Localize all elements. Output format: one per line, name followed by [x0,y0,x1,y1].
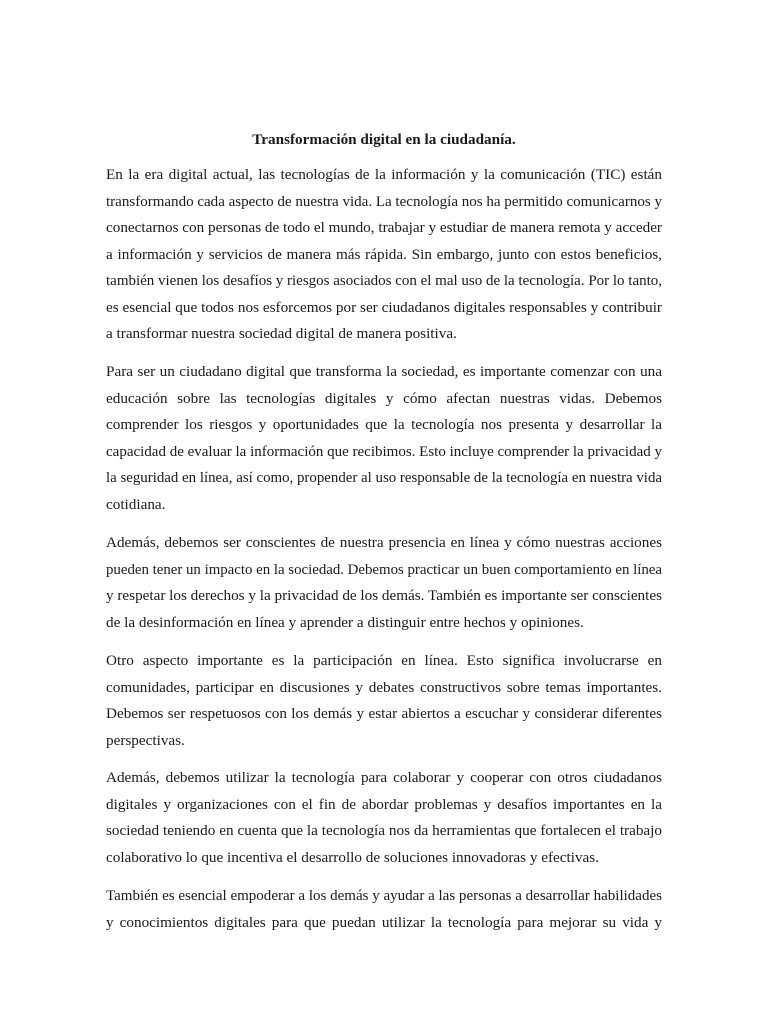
paragraph-line: Además, debemos utilizar la tecnología para colaborar y cooperar con otros ciudadanos [106,769,662,786]
paragraph-line: Para ser un ciudadano digital que transforma la sociedad, es importante comenzar con una [106,363,662,380]
paragraph-line: conectarnos con personas de todo el mundo, trabajar y estudiar de manera remota y acceder [106,219,662,236]
paragraph-line: capacidad de evaluar la información que recibimos. Esto incluye comprender la privacidad y [106,442,662,460]
paragraph-line: la seguridad en línea, así como, propender al uso responsable de la tecnología en nuestra vida [106,469,663,486]
paragraph-line: perspectivas. [106,731,185,749]
paragraph-line: En la era digital actual, las tecnologías de la información y la comunicación (TIC) están [106,166,662,183]
paragraph-line: y respetar los derechos y la privacidad de los demás. También es importante ser conscientes [106,587,663,604]
paragraph-line: colaborativo lo que incentiva el desarrollo de soluciones innovadoras y efectivas. [106,848,600,866]
paragraph-3 [106,530,662,636]
paragraph-line: comunidades, participar en discusiones y debates constructivos sobre temas importantes. [106,678,662,696]
paragraph-line: también vienen los desafíos y riesgos asociados con el mal uso de la tecnología. Por lo tanto, [106,272,663,289]
paragraph-line: de la desinformación en línea y aprender a distinguir entre hechos y opiniones. [106,613,584,631]
paragraph-line: Debemos ser respetuosos con los demás y estar abiertos a escuchar y considerar diferentes [106,705,662,722]
paragraph-line: cotidiana. [106,495,166,513]
paragraph-line: transformando cada aspecto de nuestra vida. La tecnología nos ha permitido comunicarnos y [106,192,662,210]
paragraph-line: educación sobre las tecnologías digitales y cómo afectan nuestras vidas. Debemos [106,389,662,407]
paragraph-line: a información y servicios de manera más rápida. Sin embargo, junto con estos beneficios, [106,245,662,263]
paragraph-line: Otro aspecto importante es la participación en línea. Esto significa involucrarse en [106,652,662,669]
paragraph-line: digitales y organizaciones con el fin de abordar problemas y desafíos importantes en la [106,795,662,813]
paragraph-4 [106,648,662,754]
paragraph-line: es esencial que todos nos esforcemos por ser ciudadanos digitales responsables y contribuir [106,298,662,316]
paragraph-line: También es esencial empoderar a los demás y ayudar a las personas a desarrollar habilidades [106,887,662,904]
paragraph-line: sociedad teniendo en cuenta que la tecnología nos da herramientas que fortalecen el trabajo [106,822,662,839]
paragraph-6 [106,883,662,936]
document-title: Transformación digital en la ciudadanía. [252,131,516,148]
paragraph-2 [106,359,662,518]
paragraph-1 [106,162,662,348]
paragraph-line: a transformar nuestra sociedad digital de manera positiva. [106,325,457,342]
paragraph-line: comprender los riesgos y oportunidades que la tecnología nos presenta y desarrollar la [106,416,662,433]
paragraph-line: pueden tener un impacto en la sociedad. Debemos practicar un buen comportamiento en línea [106,560,662,578]
paragraph-line: y conocimientos digitales para que puedan utilizar la tecnología para mejorar su vida y [106,913,662,931]
paragraph-5 [106,765,662,871]
paragraph-line: Además, debemos ser conscientes de nuestra presencia en línea y cómo nuestras acciones [106,534,662,551]
